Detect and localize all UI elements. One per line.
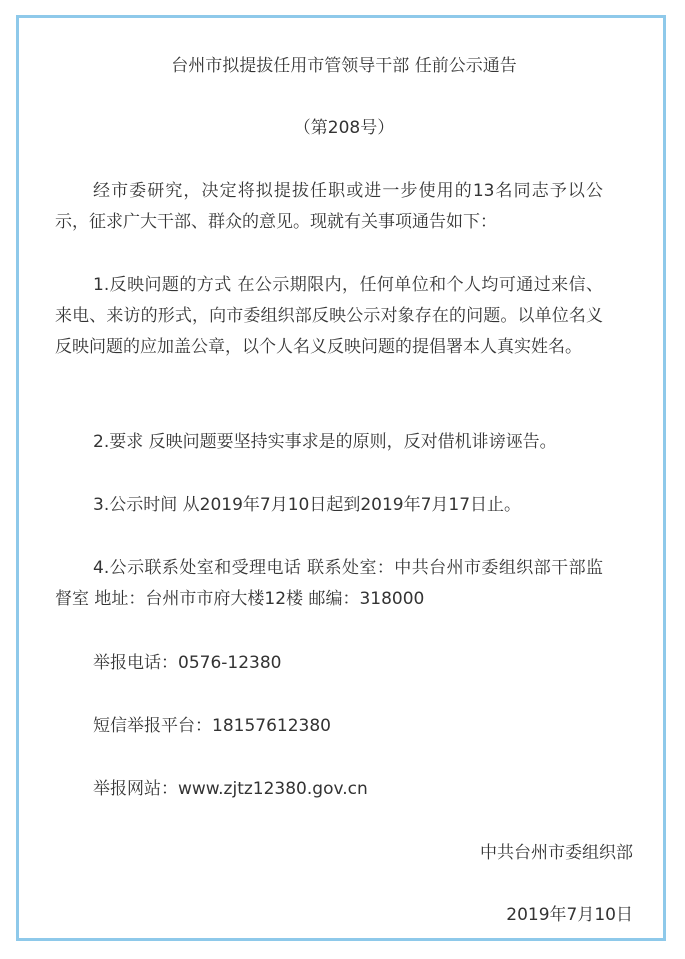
item-2-paragraph: 2.要求 反映问题要坚持实事求是的原则，反对借机诽谤诬告。 <box>93 432 557 452</box>
intro-paragraph: 经市委研究，决定将拟提拔任职或进一步使用的13名同志予以公示，征求广大干部、群众的意见。现就有关事项通告如下： <box>55 181 603 232</box>
item-3-paragraph: 3.公示时间 从2019年7月10日起到2019年7月17日止。 <box>93 495 522 515</box>
report-phone: 举报电话：0576-12380 <box>93 653 282 673</box>
signature-organization: 中共台州市委组织部 <box>480 843 633 863</box>
item-4-paragraph: 4.公示联系处室和受理电话 联系处室：中共台州市委组织部干部监督室 地址：台州市市府大楼12楼 邮编：318000 <box>55 558 603 609</box>
item-1-paragraph: 1.反映问题的方式 在公示期限内，任何单位和个人均可通过来信、来电、来访的形式，向市委组织部反映公示对象存在的问题。以单位名义反映问题的应加盖公章，以个人名义反映问题的提倡署本人真实姓名。 <box>55 275 603 357</box>
signature-date: 2019年7月10日 <box>506 905 633 925</box>
issue-number: （第208号） <box>293 118 395 138</box>
notice-title: 台州市拟提拔任用市管领导干部 任前公示通告 <box>171 56 517 76</box>
report-sms: 短信举报平台：18157612380 <box>93 716 331 736</box>
report-website: 举报网站：www.zjtz12380.gov.cn <box>93 779 368 799</box>
